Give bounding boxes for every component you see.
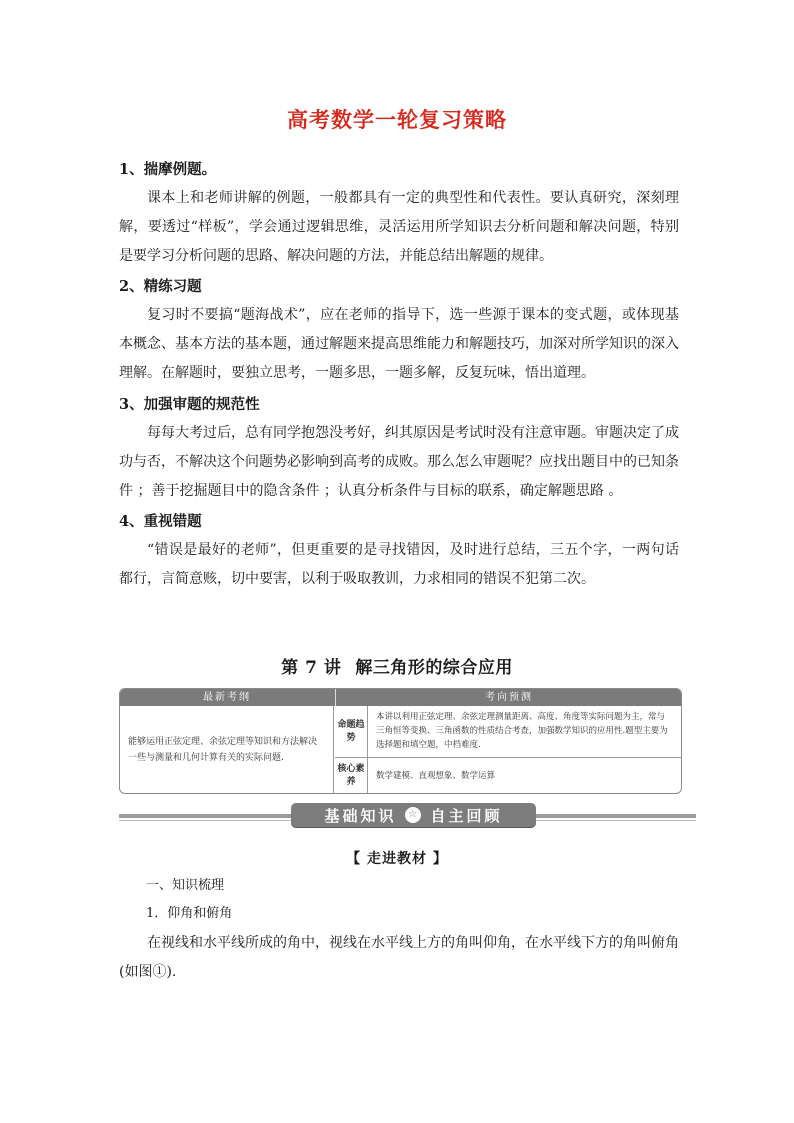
star-badge-icon: ☆ <box>405 807 421 823</box>
lecture-number: 第 7 讲 <box>281 658 342 678</box>
section-2 <box>119 277 679 388</box>
section-4 <box>119 512 679 594</box>
section-heading: 1、揣摩例题。 <box>119 161 217 178</box>
section-1 <box>119 160 679 271</box>
section-paragraph: “错误是最好的老师”，但更重要的是寻找错因，及时进行总结，三五个字，一两句话都行，言简意赅，切中要害，以利于吸取教训，力求相同的错误不犯第二次。 <box>119 542 679 587</box>
textbook-heading: 【 走进教材 】 <box>346 851 448 867</box>
trend-label: 命题趋势 <box>335 706 368 758</box>
section-heading: 3、加强审题的规范性 <box>119 396 260 413</box>
lecture-title <box>0 653 794 678</box>
banner-pill <box>291 803 536 827</box>
trend-text: 本讲以利用正弦定理、余弦定理测量距离、高度、角度等实际问题为主，常与三角恒等变换、三角函数的性质结合考查，加强数学知识的应用性.题型主要为选择题和填空题，中档难度. <box>368 706 681 758</box>
core-literacy-text: 数学建模、直观想象、数学运算 <box>376 770 496 781</box>
page-title: 高考数学一轮复习策略 <box>287 108 507 132</box>
section-heading: 4、重视错题 <box>119 513 202 530</box>
table-header-exam-forecast: 考向预测 <box>335 689 682 706</box>
core-literacy-label: 核心素养 <box>335 758 368 793</box>
lecture-name: 解三角形的综合应用 <box>355 658 513 678</box>
table-header-latest-outline: 最新考纲 <box>203 692 251 703</box>
exam-outline-table <box>119 688 682 794</box>
section-paragraph: 课本上和老师讲解的例题，一般都具有一定的典型性和代表性。要认真研究，深刻理解，要透过“样板”，学会通过逻辑思维，灵活运用所学知识去分析问题和解决问题，特别是要学习分析问题的思路、解决问题的方法，并能总结出解题的规律。 <box>119 190 679 264</box>
knowledge-heading: 一、知识梳理 <box>146 878 225 893</box>
section-paragraph: 每每大考过后，总有同学抱怨没考好，纠其原因是考试时没有注意审题。审题决定了成功与否，不解决这个问题势必影响到高考的成败。那么怎么审题呢？应找出题目中的已知条件 ；善于挖掘题目中的隐含条件 ；认真分析条件与目标的联系，确定解题思路 。 <box>119 425 679 499</box>
section-heading: 2、精练习题 <box>119 278 202 295</box>
banner-left-label: 基础知识 <box>324 806 397 825</box>
outline-text: 能够运用正弦定理、余弦定理等知识和方法解决一些与测量和几何计算有关的实际问题. <box>120 706 334 793</box>
table-header-row <box>120 689 681 706</box>
section-banner <box>119 802 696 830</box>
banner-right-label: 自主回顾 <box>430 806 503 825</box>
section-paragraph: 复习时不要搞“题海战术”，应在老师的指导下，选一些源于课本的变式题，或体现基本概念、基本方法的基本题，通过解题来提高思维能力和解题技巧，加深对所学知识的深入理解。在解题时，要独立思考，一题多思，一题多解，反复玩味，悟出道理。 <box>119 307 679 381</box>
knowledge-subheading: 1．仰角和俯角 <box>146 906 233 921</box>
knowledge-paragraph: 在视线和水平线所成的角中，视线在水平线上方的角叫仰角，在水平线下方的角叫俯角(如图①). <box>119 935 679 980</box>
section-3 <box>119 395 679 506</box>
